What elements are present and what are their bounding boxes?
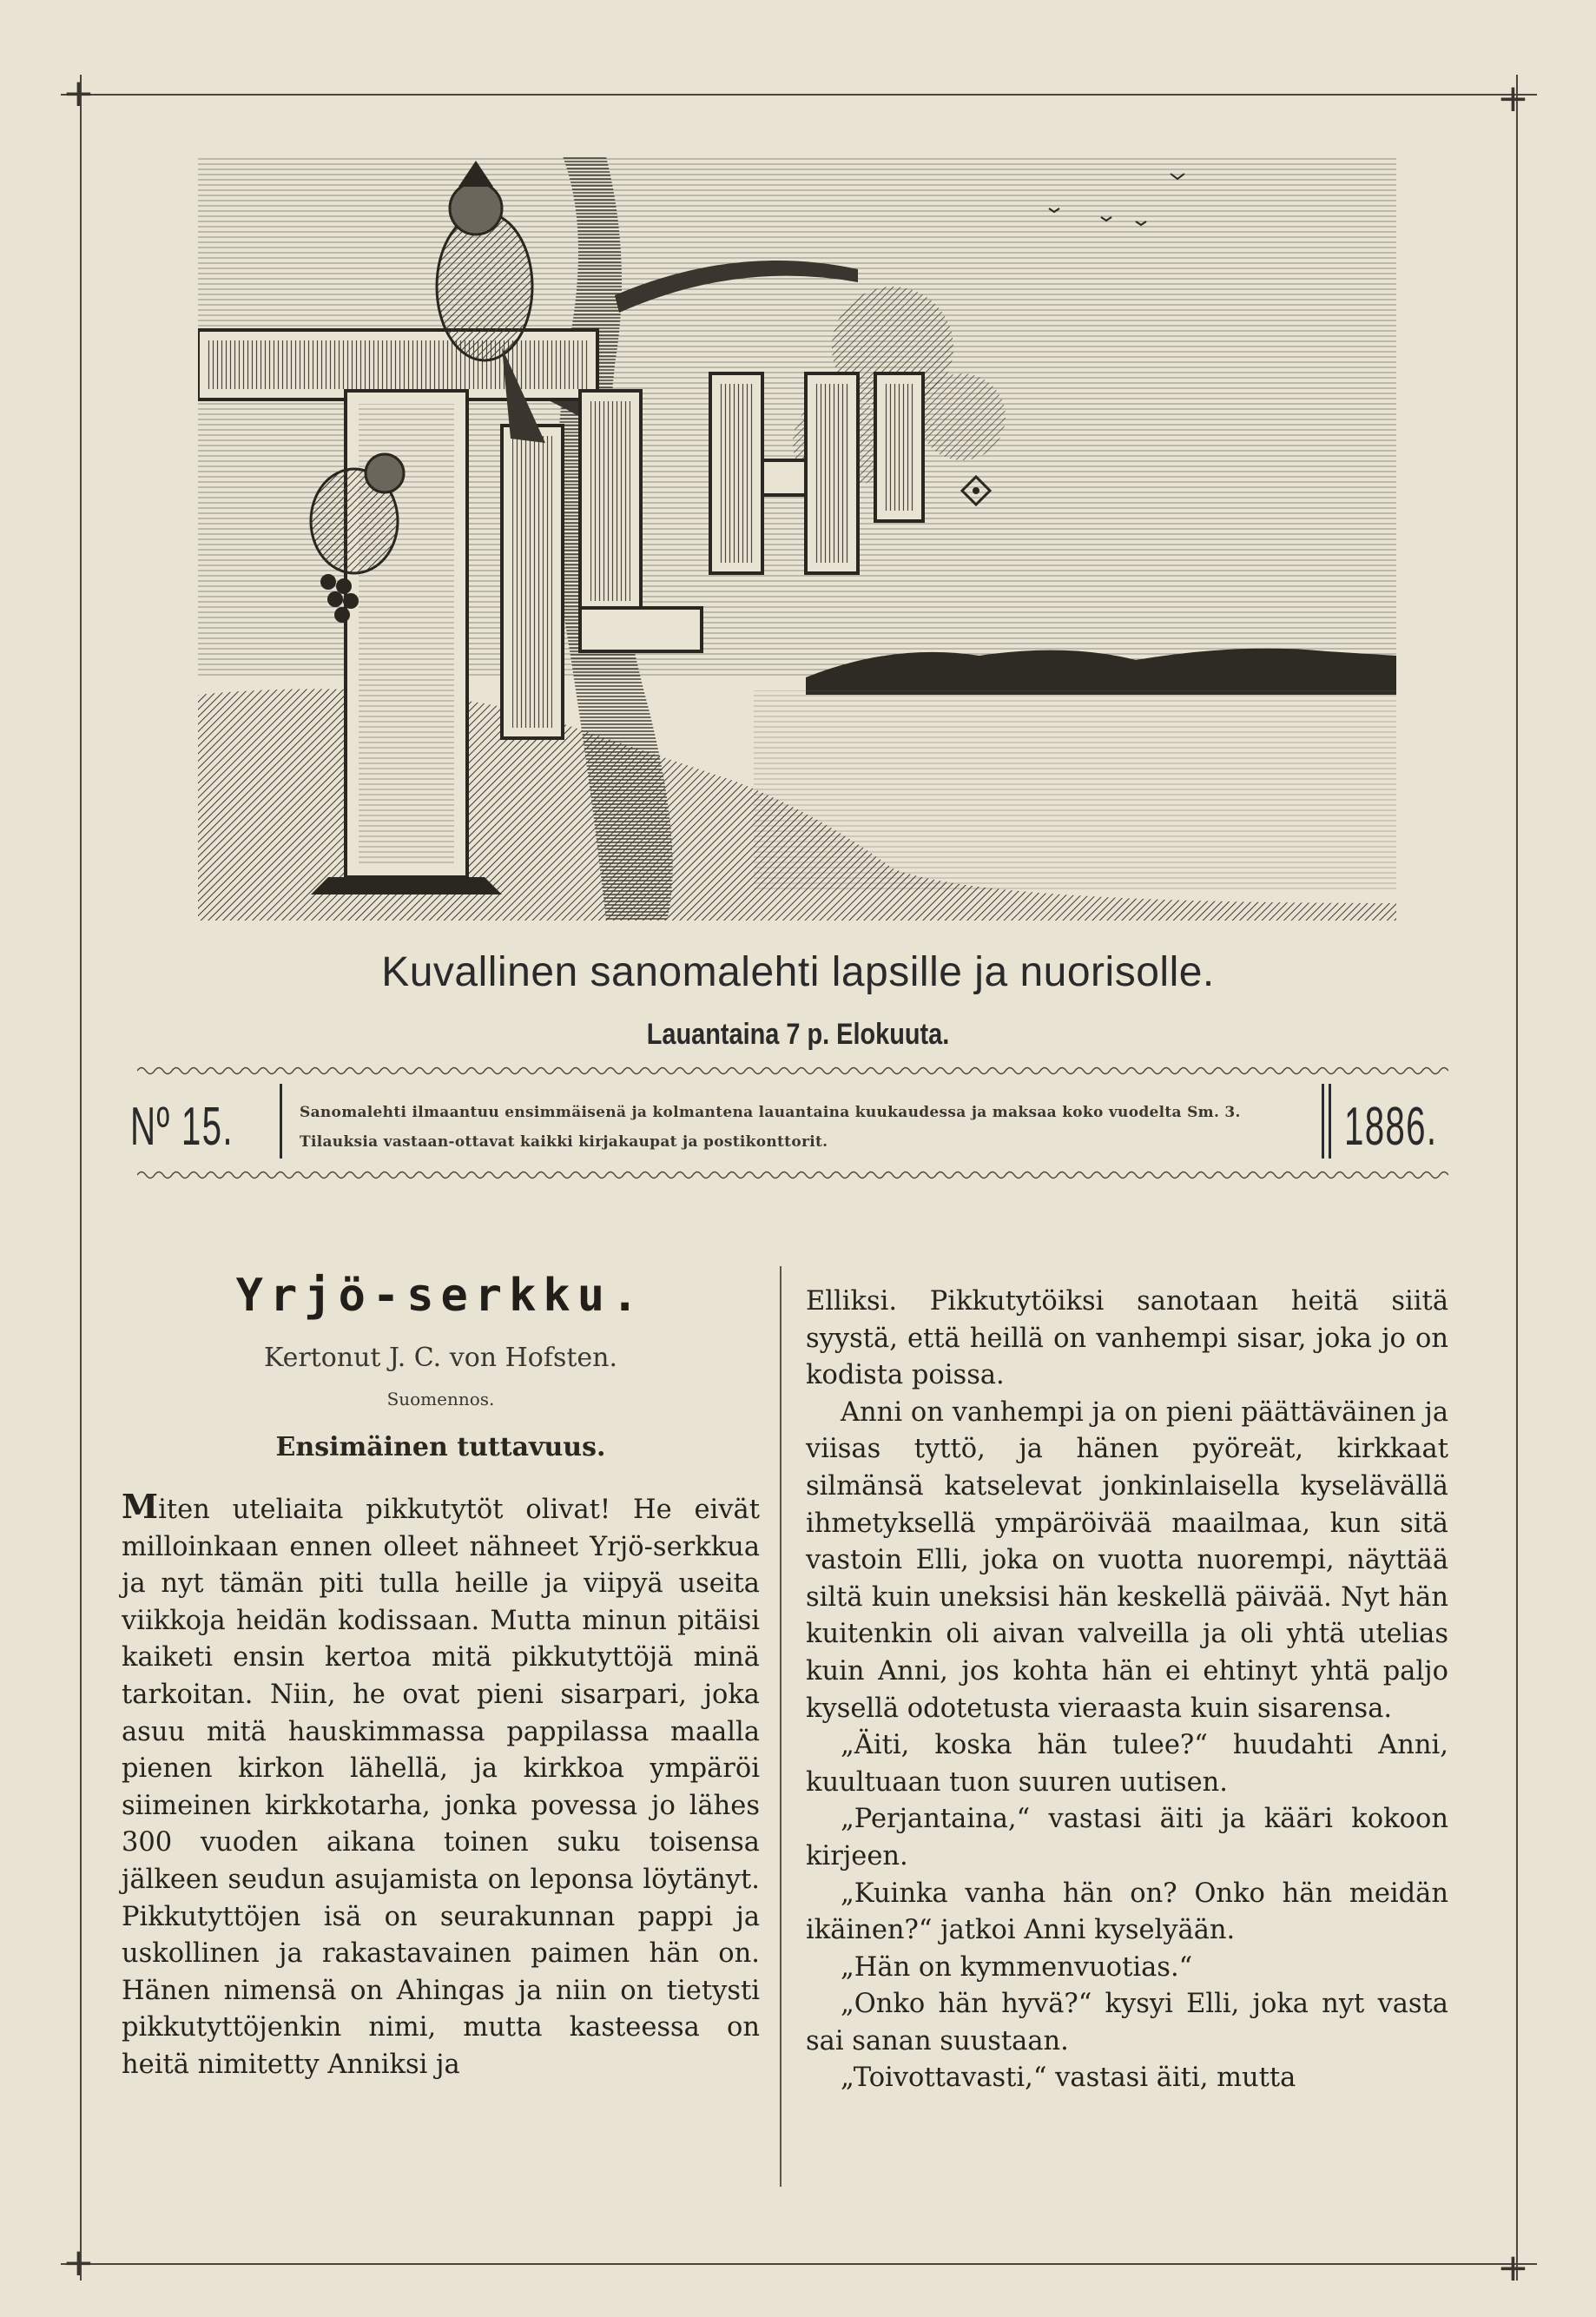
paragraph-text: iten uteliaita pikkutytöt olivat! He eivät milloinkaan ennen olleet nähneet Yrjö-serkkua ja nyt tämän piti tulla heille ja viipyä useita viikkoja heidän kodissaan. Mutta minun pitäisi kaiketi ensin kertoa mitä pikkutyttöjä minä tarkoitan. Niin, he ovat pieni sisarpari, joka asuu mitä hauskimmassa pappilassa maalla pienen kirkon lähellä, ja kirkkoa ympäröi siimeinen kirkkotarha, jonka povessa jo lähes 300 vuoden aikana toinen suku toisensa jälkeen seudun asujamista on leponsa löytänyt. Pikkutyttöjen isä on seurakunnan pappi ja uskollinen ja rakastavainen paimen hän on. Hänen nimensä on Ahingas ja niin on tietysti pikkutyttöjenkin nimi, mutta kasteessa on heitä nimitetty Anniksi ja: [122, 1495, 760, 2080]
corner-cross-bottom-right: +: [1497, 2246, 1529, 2290]
paragraph: „Kuinka vanha hän on? Onko hän meidän ikäinen?“ jatkoi Anni kyselyään.: [806, 1878, 1448, 1946]
wavy-rule-bottom: [137, 1169, 1448, 1181]
story-translation-note: Suomennos.: [386, 1389, 495, 1409]
article-body-right: [806, 1284, 1448, 2097]
column-divider: [780, 1266, 782, 2187]
paragraph: „Toivottavasti,“ vastasi äiti, mutta: [841, 2063, 1296, 2094]
subscription-notice: Sanomalehti ilmaantuu ensimmäisenä ja kolmantena lauantaina kuukaudessa ja maksaa koko vuodelta Sm. 3. Tilauksia vastaan-ottavat kaikki kirjakaupat ja postikonttorit.: [300, 1104, 1241, 1151]
drop-cap: M: [122, 1487, 159, 1526]
frame-left-line: [80, 75, 82, 2281]
corner-cross-top-right: +: [1497, 76, 1529, 121]
info-divider-left: [280, 1084, 282, 1158]
corner-cross-top-left: +: [63, 71, 95, 116]
frame-right-line: [1516, 75, 1518, 2281]
wavy-rule-top: [137, 1065, 1448, 1077]
issue-number: Nº 15.: [130, 1097, 234, 1157]
story-byline: Kertonut J. C. von Hofsten.: [263, 1343, 618, 1373]
info-divider-right-1: [1322, 1084, 1324, 1158]
paragraph: „Onko hän hyvä?“ kysyi Elli, joka nyt vasta sai sanan suustaan.: [806, 1989, 1448, 2056]
article-body-left: [122, 1489, 760, 2084]
paragraph: [122, 1489, 760, 2084]
article-column-right: [806, 1284, 1448, 2097]
frame-bottom-line: [61, 2263, 1537, 2265]
chapter-heading: Ensimäinen tuttavuus.: [275, 1432, 606, 1462]
paragraph: „Äiti, koska hän tulee?“ huudahti Anni, kuultuaan tuon suuren uutisen.: [806, 1730, 1448, 1798]
masthead-subtitle: Kuvallinen sanomalehti lapsille ja nuorisolle.: [381, 949, 1215, 995]
corner-cross-bottom-left: +: [63, 2241, 95, 2285]
issue-date: Lauantaina 7 p. Elokuuta.: [646, 1018, 950, 1051]
masthead-engraving: [198, 156, 1396, 921]
story-title: Yrjö-serkku.: [235, 1270, 646, 1322]
article-column-left: [122, 1258, 760, 2084]
paragraph: Anni on vanhempi ja on pieni päättäväinen ja viisas tyttö, ja hänen pyöreät, kirkkaat silmänsä katselevat jonkinlaisella kyselävällä ihmetyksellä ympäröivää maailmaa, kun sitä vastoin Elli, joka on vuotta nuorempi, näyttää siltä kuin uneksisi hän keskellä päivää. Nyt hän kuitenkin oli aivan valveilla ja oli yhtä utelias kuin Anni, jos kohta hän ei ehtinyt yhtä paljo kysellä odotetusta vieraasta kuin sisarensa.: [806, 1396, 1448, 1724]
issue-year: 1886.: [1344, 1097, 1438, 1157]
paragraph: „Hän on kymmenvuotias.“: [841, 1951, 1193, 1983]
paragraph: Elliksi. Pikkutytöiksi sanotaan heitä siitä syystä, että heillä on vanhempi sisar, joka jo on kodista poissa.: [806, 1286, 1448, 1391]
frame-top-line: [61, 94, 1537, 96]
info-divider-right-2: [1329, 1084, 1331, 1158]
paragraph: „Perjantaina,“ vastasi äiti ja kääri kokoon kirjeen.: [806, 1804, 1448, 1871]
